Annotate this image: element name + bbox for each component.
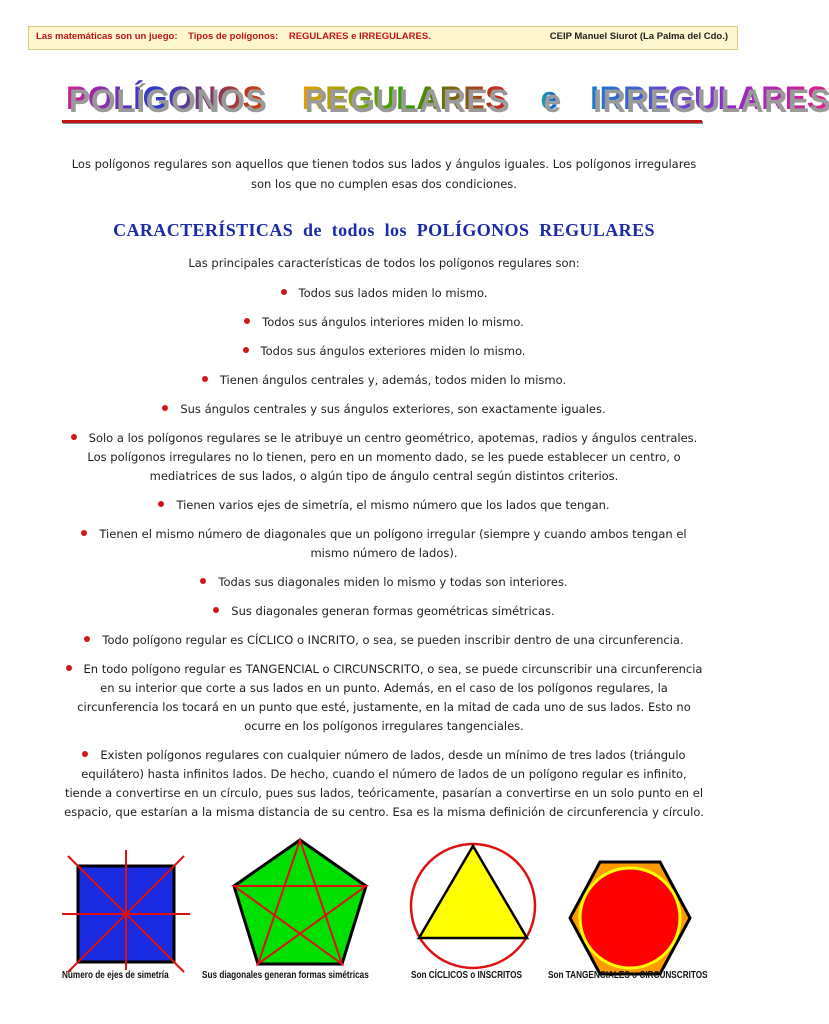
bullet-dot [213,607,219,613]
tangential-hexagon-figure [566,860,694,976]
bullet-dot [71,434,77,440]
characteristic-text: espacio, que estarían a la misma distancia de su centro. Esa es la misma definición de circunferencia y círculo. [64,805,704,819]
characteristic-text: En todo polígono regular es TANGENCIAL o CIRCUNSCRITO, o sea, se puede circunscribir una circunferencia [83,662,703,676]
square-symmetry-figure [62,842,192,972]
header-segment-2: Tipos de polígonos: [188,31,279,42]
bullet-dot [82,751,88,757]
characteristic-text: Todos sus lados miden lo mismo. [298,286,488,300]
characteristic-text: equilátero) hasta infinitos lados. De hecho, cuando el número de lados de un polígono regular es infinito, [81,767,687,781]
characteristic-item [60,313,708,332]
characteristic-line [60,765,708,784]
characteristic-item [60,429,708,486]
characteristic-text: Sus diagonales generan formas geométricas simétricas. [231,604,555,618]
characteristics-list [60,284,708,832]
characteristic-text: mismo número de lados). [310,546,458,560]
characteristic-text: Tienen ángulos centrales y, además, todos miden lo mismo. [219,373,567,387]
bullet-dot [281,289,287,295]
characteristic-line [60,429,708,448]
characteristic-text: Tienen el mismo número de diagonales que un polígono irregular (siempre y cuando ambos tengan el [99,527,687,541]
bullet-dot [84,636,90,642]
page-title [66,80,829,120]
title-word-irregulares: IRREGULARES [590,80,829,116]
characteristic-line [60,679,708,698]
title-underline [62,120,702,123]
characteristic-line [60,717,708,736]
pentagon-diagonals-figure [230,838,370,970]
characteristic-line [60,544,708,563]
header-segment-3: REGULARES e IRREGULARES. [288,31,431,42]
intro-line-2: son los que no cumplen esas dos condiciones. [251,177,517,191]
characteristic-text: tiende a convertirse en un círculo, pues sus lados, teóricamente, pasarían a convertirse en un solo punto en el [64,786,704,800]
characteristic-line [60,573,708,592]
characteristic-line [60,313,708,332]
characteristic-text: mediatrices de sus lados, o algún tipo de ángulo central según distintos criterios. [149,469,619,483]
header-topic [36,31,431,42]
title-word-poligonos: POLÍGONOS [66,80,265,116]
characteristic-text: en su interior que corte a sus lados en un punto. Además, en el caso de los polígonos regulares, la [100,681,668,695]
characteristic-text: Todo polígono regular es CÍCLICO o INCRITO, o sea, se pueden inscribir dentro de una circunferencia. [102,633,684,647]
characteristic-line [60,448,708,467]
intro-paragraph [60,154,708,194]
characteristic-line [60,496,708,515]
characteristic-item [60,746,708,822]
characteristic-text: Tienen varios ejes de simetría, el mismo número que los lados que tengan. [176,498,610,512]
characteristic-line [60,371,708,390]
characteristic-line [60,342,708,361]
characteristic-line [60,660,708,679]
characteristic-line [60,602,708,621]
inscribed-triangle-figure [408,840,538,970]
characteristic-text: Todos sus ángulos interiores miden lo mismo. [262,315,524,329]
characteristic-line [60,803,708,822]
green-pentagon [234,840,366,964]
caption-symmetry: Número de ejes de simetría [62,970,169,981]
header-segment-1: Las matemáticas son un juego: [36,31,178,42]
lead-sentence: Las principales características de todos los polígonos regulares son: [188,256,580,270]
characteristic-item [60,631,708,650]
characteristic-text: Sus ángulos centrales y sus ángulos exteriores, son exactamente iguales. [180,402,606,416]
characteristic-text: Todas sus diagonales miden lo mismo y todas son interiores. [218,575,568,589]
characteristic-text: Los polígonos irregulares no lo tienen, pero en un momento dado, se les puede establecer un centro, o [87,450,681,464]
characteristic-item [60,573,708,592]
characteristic-line [60,698,708,717]
characteristic-line [60,746,708,765]
characteristic-item [60,400,708,419]
characteristic-line [60,467,708,486]
title-word-e: e [540,80,559,116]
intro-line-1: Los polígonos regulares son aquellos que tienen todos sus lados y ángulos iguales. Los polígonos irregulares [71,157,697,171]
bullet-dot [202,376,208,382]
characteristic-line [60,525,708,544]
characteristic-line [60,784,708,803]
section-heading: CARACTERÍSTICAS de todos los POLÍGONOS REGULARES [113,220,655,240]
characteristic-text: Existen polígonos regulares con cualquier número de lados, desde un mínimo de tres lados (triángulo [100,748,686,762]
characteristic-item [60,342,708,361]
caption-diagonals: Sus diagonales generan formas simétricas [202,970,369,981]
characteristic-item [60,371,708,390]
characteristic-line [60,284,708,303]
red-inscribed-circle [580,868,680,968]
caption-tangential: Son TANGENCIALES o CIRCUNSCRITOS [548,970,708,981]
title-word-regulares: REGULARES [301,80,508,116]
characteristic-item [60,284,708,303]
bullet-dot [200,578,206,584]
characteristic-text: Solo a los polígonos regulares se le atribuye un centro geométrico, apotemas, radios y ángulos centrales. [88,431,698,445]
characteristic-text: ocurre en los polígonos irregulares tangenciales. [244,719,524,733]
bullet-dot [66,665,72,671]
characteristic-line [60,400,708,419]
bullet-dot [243,347,249,353]
header-school: CEIP Manuel Siurot (La Palma del Cdo.) [549,31,728,42]
caption-cyclic: Son CÍCLICOS o INSCRITOS [411,970,523,981]
characteristic-item [60,525,708,563]
characteristic-item [60,496,708,515]
characteristic-item [60,602,708,621]
characteristic-text: Todos sus ángulos exteriores miden lo mismo. [260,344,526,358]
characteristic-text: circunferencia los tocará en un punto que esté, justamente, en la mitad de cada uno de sus lados. Esto no [77,700,691,714]
characteristic-line [60,631,708,650]
page-header [28,26,738,50]
bullet-dot [162,405,168,411]
bullet-dot [158,501,164,507]
bullet-dot [81,530,87,536]
characteristic-item [60,660,708,736]
bullet-dot [244,318,250,324]
